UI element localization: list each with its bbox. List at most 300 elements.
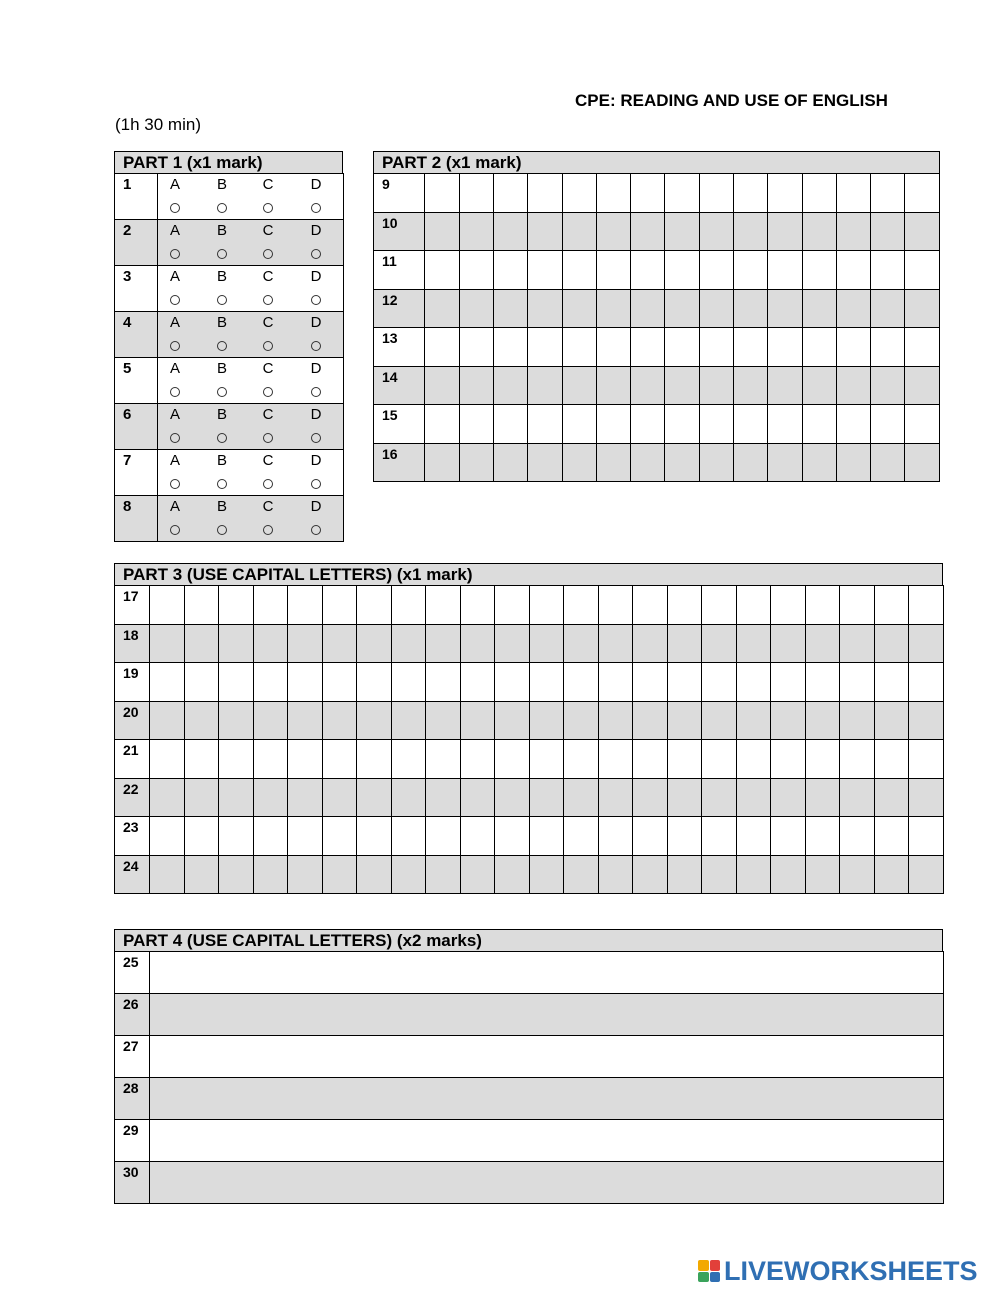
letter-box[interactable] xyxy=(836,174,870,213)
option-radio[interactable] xyxy=(217,525,227,535)
letter-box[interactable] xyxy=(736,701,771,740)
letter-box[interactable] xyxy=(768,174,802,213)
letter-box[interactable] xyxy=(871,174,905,213)
letter-box[interactable] xyxy=(288,663,323,702)
letter-box[interactable] xyxy=(874,817,909,856)
letter-box[interactable] xyxy=(840,624,875,663)
letter-box[interactable] xyxy=(598,663,633,702)
letter-box[interactable] xyxy=(426,586,461,625)
letter-box[interactable] xyxy=(840,817,875,856)
answer-line[interactable] xyxy=(150,1162,944,1204)
letter-box[interactable] xyxy=(562,251,596,290)
letter-box[interactable] xyxy=(459,366,493,405)
letter-box[interactable] xyxy=(322,817,357,856)
letter-box[interactable] xyxy=(426,701,461,740)
option-radio[interactable] xyxy=(311,341,321,351)
letter-box[interactable] xyxy=(667,778,702,817)
option-radio[interactable] xyxy=(263,433,273,443)
letter-box[interactable] xyxy=(391,817,426,856)
letter-box[interactable] xyxy=(596,251,630,290)
letter-box[interactable] xyxy=(736,663,771,702)
letter-box[interactable] xyxy=(150,586,185,625)
letter-box[interactable] xyxy=(391,740,426,779)
letter-box[interactable] xyxy=(219,586,254,625)
letter-box[interactable] xyxy=(631,174,665,213)
letter-box[interactable] xyxy=(736,855,771,894)
letter-box[interactable] xyxy=(802,366,836,405)
letter-box[interactable] xyxy=(495,778,530,817)
letter-box[interactable] xyxy=(802,251,836,290)
letter-box[interactable] xyxy=(184,778,219,817)
letter-box[interactable] xyxy=(598,586,633,625)
letter-box[interactable] xyxy=(562,328,596,367)
letter-box[interactable] xyxy=(596,212,630,251)
letter-box[interactable] xyxy=(219,740,254,779)
letter-box[interactable] xyxy=(529,663,564,702)
letter-box[interactable] xyxy=(736,586,771,625)
letter-box[interactable] xyxy=(253,586,288,625)
letter-box[interactable] xyxy=(909,855,944,894)
letter-box[interactable] xyxy=(391,701,426,740)
letter-box[interactable] xyxy=(598,701,633,740)
letter-box[interactable] xyxy=(633,701,668,740)
letter-box[interactable] xyxy=(425,289,459,328)
letter-box[interactable] xyxy=(322,586,357,625)
letter-box[interactable] xyxy=(840,701,875,740)
letter-box[interactable] xyxy=(905,443,940,482)
letter-box[interactable] xyxy=(631,289,665,328)
option-radio[interactable] xyxy=(263,295,273,305)
letter-box[interactable] xyxy=(699,212,733,251)
letter-box[interactable] xyxy=(253,701,288,740)
letter-box[interactable] xyxy=(495,586,530,625)
letter-box[interactable] xyxy=(733,328,767,367)
letter-box[interactable] xyxy=(184,663,219,702)
letter-box[interactable] xyxy=(529,740,564,779)
letter-box[interactable] xyxy=(702,740,737,779)
letter-box[interactable] xyxy=(667,855,702,894)
letter-box[interactable] xyxy=(493,251,527,290)
option-radio[interactable] xyxy=(217,249,227,259)
letter-box[interactable] xyxy=(733,443,767,482)
letter-box[interactable] xyxy=(665,251,699,290)
letter-box[interactable] xyxy=(874,701,909,740)
letter-box[interactable] xyxy=(836,289,870,328)
letter-box[interactable] xyxy=(529,624,564,663)
letter-box[interactable] xyxy=(596,443,630,482)
letter-box[interactable] xyxy=(562,174,596,213)
letter-box[interactable] xyxy=(529,701,564,740)
letter-box[interactable] xyxy=(426,663,461,702)
option-radio[interactable] xyxy=(311,249,321,259)
letter-box[interactable] xyxy=(184,855,219,894)
answer-line[interactable] xyxy=(150,994,944,1036)
letter-box[interactable] xyxy=(562,289,596,328)
letter-box[interactable] xyxy=(702,817,737,856)
letter-box[interactable] xyxy=(357,701,392,740)
letter-box[interactable] xyxy=(840,855,875,894)
option-radio[interactable] xyxy=(263,387,273,397)
letter-box[interactable] xyxy=(805,855,840,894)
letter-box[interactable] xyxy=(633,586,668,625)
letter-box[interactable] xyxy=(184,740,219,779)
letter-box[interactable] xyxy=(871,443,905,482)
letter-box[interactable] xyxy=(702,586,737,625)
letter-box[interactable] xyxy=(150,701,185,740)
letter-box[interactable] xyxy=(564,740,599,779)
letter-box[interactable] xyxy=(322,778,357,817)
letter-box[interactable] xyxy=(805,624,840,663)
letter-box[interactable] xyxy=(736,817,771,856)
letter-box[interactable] xyxy=(836,212,870,251)
option-radio[interactable] xyxy=(170,433,180,443)
letter-box[interactable] xyxy=(598,740,633,779)
letter-box[interactable] xyxy=(426,740,461,779)
letter-box[interactable] xyxy=(909,778,944,817)
letter-box[interactable] xyxy=(771,778,806,817)
letter-box[interactable] xyxy=(425,212,459,251)
letter-box[interactable] xyxy=(598,778,633,817)
letter-box[interactable] xyxy=(562,405,596,444)
letter-box[interactable] xyxy=(357,855,392,894)
letter-box[interactable] xyxy=(836,405,870,444)
letter-box[interactable] xyxy=(493,328,527,367)
letter-box[interactable] xyxy=(459,212,493,251)
letter-box[interactable] xyxy=(874,740,909,779)
letter-box[interactable] xyxy=(631,328,665,367)
letter-box[interactable] xyxy=(771,663,806,702)
option-radio[interactable] xyxy=(311,387,321,397)
letter-box[interactable] xyxy=(493,212,527,251)
option-radio[interactable] xyxy=(311,203,321,213)
letter-box[interactable] xyxy=(736,740,771,779)
letter-box[interactable] xyxy=(529,855,564,894)
letter-box[interactable] xyxy=(425,443,459,482)
letter-box[interactable] xyxy=(219,701,254,740)
letter-box[interactable] xyxy=(909,624,944,663)
letter-box[interactable] xyxy=(633,740,668,779)
letter-box[interactable] xyxy=(805,701,840,740)
letter-box[interactable] xyxy=(459,405,493,444)
letter-box[interactable] xyxy=(733,289,767,328)
letter-box[interactable] xyxy=(528,443,562,482)
letter-box[interactable] xyxy=(150,817,185,856)
letter-box[interactable] xyxy=(905,366,940,405)
letter-box[interactable] xyxy=(150,740,185,779)
letter-box[interactable] xyxy=(667,740,702,779)
answer-line[interactable] xyxy=(150,1036,944,1078)
option-radio[interactable] xyxy=(263,249,273,259)
letter-box[interactable] xyxy=(596,289,630,328)
letter-box[interactable] xyxy=(426,778,461,817)
letter-box[interactable] xyxy=(322,701,357,740)
letter-box[interactable] xyxy=(905,174,940,213)
letter-box[interactable] xyxy=(529,586,564,625)
letter-box[interactable] xyxy=(768,405,802,444)
letter-box[interactable] xyxy=(288,855,323,894)
letter-box[interactable] xyxy=(702,663,737,702)
letter-box[interactable] xyxy=(631,366,665,405)
letter-box[interactable] xyxy=(771,740,806,779)
letter-box[interactable] xyxy=(253,817,288,856)
letter-box[interactable] xyxy=(528,366,562,405)
letter-box[interactable] xyxy=(426,817,461,856)
letter-box[interactable] xyxy=(495,624,530,663)
letter-box[interactable] xyxy=(460,663,495,702)
letter-box[interactable] xyxy=(460,701,495,740)
letter-box[interactable] xyxy=(288,740,323,779)
letter-box[interactable] xyxy=(702,778,737,817)
letter-box[interactable] xyxy=(840,740,875,779)
letter-box[interactable] xyxy=(322,740,357,779)
letter-box[interactable] xyxy=(733,251,767,290)
letter-box[interactable] xyxy=(702,701,737,740)
letter-box[interactable] xyxy=(702,624,737,663)
letter-box[interactable] xyxy=(150,663,185,702)
option-radio[interactable] xyxy=(263,341,273,351)
option-radio[interactable] xyxy=(217,341,227,351)
letter-box[interactable] xyxy=(905,405,940,444)
letter-box[interactable] xyxy=(768,289,802,328)
letter-box[interactable] xyxy=(871,251,905,290)
letter-box[interactable] xyxy=(459,174,493,213)
letter-box[interactable] xyxy=(598,817,633,856)
letter-box[interactable] xyxy=(909,740,944,779)
answer-line[interactable] xyxy=(150,952,944,994)
letter-box[interactable] xyxy=(874,663,909,702)
letter-box[interactable] xyxy=(871,366,905,405)
letter-box[interactable] xyxy=(699,251,733,290)
option-radio[interactable] xyxy=(311,525,321,535)
letter-box[interactable] xyxy=(598,855,633,894)
letter-box[interactable] xyxy=(905,251,940,290)
letter-box[interactable] xyxy=(425,366,459,405)
letter-box[interactable] xyxy=(633,663,668,702)
option-radio[interactable] xyxy=(170,479,180,489)
letter-box[interactable] xyxy=(633,778,668,817)
letter-box[interactable] xyxy=(768,443,802,482)
letter-box[interactable] xyxy=(771,701,806,740)
letter-box[interactable] xyxy=(150,778,185,817)
letter-box[interactable] xyxy=(665,289,699,328)
letter-box[interactable] xyxy=(909,701,944,740)
letter-box[interactable] xyxy=(564,624,599,663)
letter-box[interactable] xyxy=(357,586,392,625)
letter-box[interactable] xyxy=(699,443,733,482)
letter-box[interactable] xyxy=(871,289,905,328)
letter-box[interactable] xyxy=(288,817,323,856)
letter-box[interactable] xyxy=(874,778,909,817)
letter-box[interactable] xyxy=(871,405,905,444)
letter-box[interactable] xyxy=(391,663,426,702)
option-radio[interactable] xyxy=(217,479,227,489)
letter-box[interactable] xyxy=(357,817,392,856)
letter-box[interactable] xyxy=(459,251,493,290)
letter-box[interactable] xyxy=(633,624,668,663)
letter-box[interactable] xyxy=(805,663,840,702)
letter-box[interactable] xyxy=(495,701,530,740)
letter-box[interactable] xyxy=(425,328,459,367)
letter-box[interactable] xyxy=(771,855,806,894)
letter-box[interactable] xyxy=(802,212,836,251)
letter-box[interactable] xyxy=(699,289,733,328)
letter-box[interactable] xyxy=(631,443,665,482)
letter-box[interactable] xyxy=(699,174,733,213)
option-radio[interactable] xyxy=(170,295,180,305)
letter-box[interactable] xyxy=(357,778,392,817)
letter-box[interactable] xyxy=(564,855,599,894)
letter-box[interactable] xyxy=(425,405,459,444)
letter-box[interactable] xyxy=(150,855,185,894)
letter-box[interactable] xyxy=(874,855,909,894)
letter-box[interactable] xyxy=(596,328,630,367)
letter-box[interactable] xyxy=(219,778,254,817)
letter-box[interactable] xyxy=(322,855,357,894)
letter-box[interactable] xyxy=(322,624,357,663)
letter-box[interactable] xyxy=(665,366,699,405)
option-radio[interactable] xyxy=(263,479,273,489)
letter-box[interactable] xyxy=(150,624,185,663)
letter-box[interactable] xyxy=(733,174,767,213)
letter-box[interactable] xyxy=(905,212,940,251)
letter-box[interactable] xyxy=(528,251,562,290)
letter-box[interactable] xyxy=(805,778,840,817)
letter-box[interactable] xyxy=(459,328,493,367)
letter-box[interactable] xyxy=(391,586,426,625)
letter-box[interactable] xyxy=(495,855,530,894)
letter-box[interactable] xyxy=(909,817,944,856)
letter-box[interactable] xyxy=(631,405,665,444)
letter-box[interactable] xyxy=(667,663,702,702)
letter-box[interactable] xyxy=(184,701,219,740)
letter-box[interactable] xyxy=(805,740,840,779)
letter-box[interactable] xyxy=(459,443,493,482)
letter-box[interactable] xyxy=(874,624,909,663)
letter-box[interactable] xyxy=(391,778,426,817)
letter-box[interactable] xyxy=(665,405,699,444)
letter-box[interactable] xyxy=(802,328,836,367)
letter-box[interactable] xyxy=(665,328,699,367)
letter-box[interactable] xyxy=(733,366,767,405)
letter-box[interactable] xyxy=(219,663,254,702)
letter-box[interactable] xyxy=(564,817,599,856)
letter-box[interactable] xyxy=(736,778,771,817)
letter-box[interactable] xyxy=(528,289,562,328)
letter-box[interactable] xyxy=(564,778,599,817)
letter-box[interactable] xyxy=(391,855,426,894)
letter-box[interactable] xyxy=(667,624,702,663)
answer-line[interactable] xyxy=(150,1078,944,1120)
letter-box[interactable] xyxy=(529,817,564,856)
letter-box[interactable] xyxy=(802,405,836,444)
letter-box[interactable] xyxy=(667,586,702,625)
option-radio[interactable] xyxy=(170,203,180,213)
letter-box[interactable] xyxy=(805,817,840,856)
letter-box[interactable] xyxy=(836,366,870,405)
letter-box[interactable] xyxy=(905,328,940,367)
letter-box[interactable] xyxy=(667,701,702,740)
letter-box[interactable] xyxy=(596,366,630,405)
letter-box[interactable] xyxy=(802,289,836,328)
letter-box[interactable] xyxy=(288,586,323,625)
letter-box[interactable] xyxy=(562,212,596,251)
letter-box[interactable] xyxy=(493,289,527,328)
option-radio[interactable] xyxy=(263,203,273,213)
letter-box[interactable] xyxy=(874,586,909,625)
option-radio[interactable] xyxy=(170,387,180,397)
letter-box[interactable] xyxy=(357,624,392,663)
letter-box[interactable] xyxy=(564,701,599,740)
letter-box[interactable] xyxy=(665,174,699,213)
letter-box[interactable] xyxy=(667,817,702,856)
letter-box[interactable] xyxy=(564,663,599,702)
letter-box[interactable] xyxy=(665,443,699,482)
letter-box[interactable] xyxy=(802,443,836,482)
letter-box[interactable] xyxy=(184,586,219,625)
option-radio[interactable] xyxy=(311,295,321,305)
letter-box[interactable] xyxy=(528,328,562,367)
option-radio[interactable] xyxy=(217,203,227,213)
letter-box[interactable] xyxy=(425,174,459,213)
letter-box[interactable] xyxy=(631,212,665,251)
letter-box[interactable] xyxy=(219,817,254,856)
letter-box[interactable] xyxy=(768,366,802,405)
letter-box[interactable] xyxy=(219,855,254,894)
letter-box[interactable] xyxy=(699,405,733,444)
letter-box[interactable] xyxy=(840,586,875,625)
option-radio[interactable] xyxy=(170,525,180,535)
letter-box[interactable] xyxy=(357,663,392,702)
letter-box[interactable] xyxy=(633,855,668,894)
letter-box[interactable] xyxy=(357,740,392,779)
letter-box[interactable] xyxy=(288,701,323,740)
letter-box[interactable] xyxy=(253,663,288,702)
option-radio[interactable] xyxy=(263,525,273,535)
letter-box[interactable] xyxy=(836,251,870,290)
letter-box[interactable] xyxy=(665,212,699,251)
letter-box[interactable] xyxy=(460,586,495,625)
letter-box[interactable] xyxy=(253,624,288,663)
letter-box[interactable] xyxy=(562,443,596,482)
option-radio[interactable] xyxy=(170,249,180,259)
letter-box[interactable] xyxy=(905,289,940,328)
letter-box[interactable] xyxy=(460,817,495,856)
letter-box[interactable] xyxy=(528,174,562,213)
letter-box[interactable] xyxy=(562,366,596,405)
letter-box[interactable] xyxy=(184,817,219,856)
option-radio[interactable] xyxy=(170,341,180,351)
letter-box[interactable] xyxy=(871,328,905,367)
letter-box[interactable] xyxy=(528,405,562,444)
letter-box[interactable] xyxy=(460,740,495,779)
letter-box[interactable] xyxy=(288,624,323,663)
letter-box[interactable] xyxy=(460,778,495,817)
letter-box[interactable] xyxy=(840,663,875,702)
letter-box[interactable] xyxy=(909,663,944,702)
letter-box[interactable] xyxy=(253,855,288,894)
letter-box[interactable] xyxy=(768,212,802,251)
letter-box[interactable] xyxy=(596,174,630,213)
answer-line[interactable] xyxy=(150,1120,944,1162)
letter-box[interactable] xyxy=(598,624,633,663)
letter-box[interactable] xyxy=(426,855,461,894)
letter-box[interactable] xyxy=(771,817,806,856)
letter-box[interactable] xyxy=(733,405,767,444)
option-radio[interactable] xyxy=(217,295,227,305)
letter-box[interactable] xyxy=(836,328,870,367)
letter-box[interactable] xyxy=(528,212,562,251)
option-radio[interactable] xyxy=(311,433,321,443)
